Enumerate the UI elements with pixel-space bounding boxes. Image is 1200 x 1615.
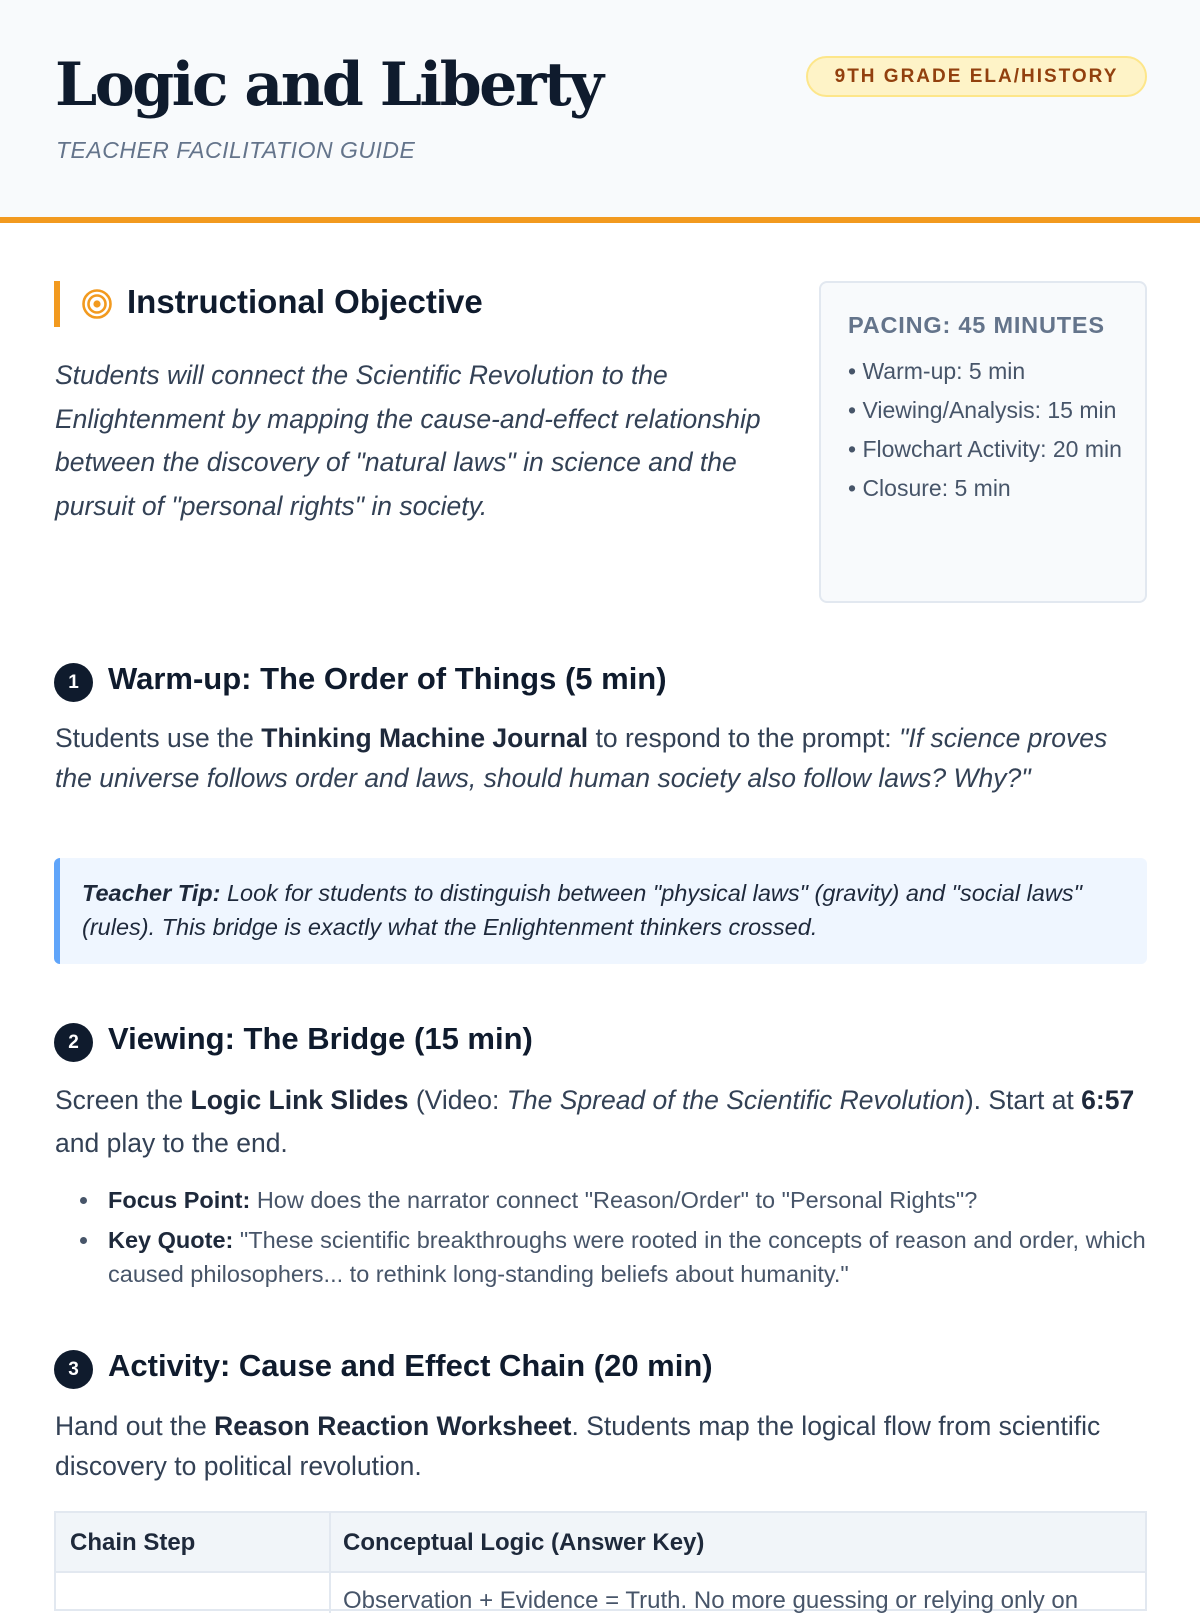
- pacing-box: [819, 281, 1147, 603]
- table-header-chain-step: Chain Step: [70, 1529, 196, 1556]
- step-number-1: 1: [54, 663, 93, 702]
- step-3-instructions: Hand out the Reason Reaction Worksheet. Students map the logical flow from scientific discovery to political revolution.: [55, 1411, 1101, 1481]
- step-2-instructions: Screen the Logic Link Slides (Video: The Spread of the Scientific Revolution). Start at 6:57 and play to the end.: [55, 1085, 1135, 1158]
- viewing-bullets: [80, 1183, 1150, 1297]
- teacher-tip: [54, 858, 1147, 964]
- grade-badge: 9TH GRADE ELA/HISTORY: [806, 56, 1147, 97]
- pacing-item: • Warm-up: 5 min: [848, 358, 1026, 384]
- answer-key-table: [54, 1511, 1147, 1614]
- step-number-2: 2: [54, 1023, 93, 1062]
- pacing-item: • Viewing/Analysis: 15 min: [848, 397, 1117, 423]
- step-1-title: Warm-up: The Order of Things (5 min): [108, 661, 667, 696]
- pacing-list: [848, 355, 1138, 511]
- pacing-item: • Flowchart Activity: 20 min: [848, 436, 1122, 462]
- pacing-title: PACING: 45 MINUTES: [848, 312, 1105, 338]
- step-3-title: Activity: Cause and Effect Chain (20 min): [108, 1348, 713, 1383]
- table-header-conceptual-logic: Conceptual Logic (Answer Key): [343, 1529, 705, 1556]
- step-number-3: 3: [54, 1350, 93, 1389]
- objective-heading: Instructional Objective: [127, 283, 483, 320]
- table-cell: Observation + Evidence = Truth. No more guessing or relying only on: [343, 1587, 1079, 1614]
- tip-label: Teacher Tip:: [82, 880, 221, 906]
- objective-text: Students will connect the Scientific Revolution to the Enlightenment by mapping the cause-and-effect relationship between the discovery of "natural laws" in science and the pursuit of "personal rights" in society.: [55, 360, 761, 521]
- step-2-title: Viewing: The Bridge (15 min): [108, 1021, 533, 1056]
- page-title: Logic and Liberty: [55, 50, 602, 120]
- list-item: Key Quote: "These scientific breakthroughs were rooted in the concepts of reason and order, which caused philosophers... to rethink long-standing beliefs about humanity.": [80, 1223, 1150, 1291]
- table-header-row: [56, 1513, 1145, 1573]
- guide-header: [0, 0, 1200, 223]
- objective-accent-bar: [54, 281, 60, 327]
- list-item: Focus Point: How does the narrator connect "Reason/Order" to "Personal Rights"?: [80, 1183, 1150, 1217]
- table-column-divider: [329, 1513, 331, 1613]
- target-icon: [81, 288, 113, 320]
- page-subtitle: TEACHER FACILITATION GUIDE: [56, 137, 416, 163]
- tip-text: Look for students to distinguish between "physical laws" (gravity) and "social laws" (rules). This bridge is exactly what the Enlightenment thinkers crossed.: [82, 880, 1082, 940]
- pacing-item: • Closure: 5 min: [848, 475, 1011, 501]
- step-1-prompt: Students use the Thinking Machine Journal to respond to the prompt: "If science proves the universe follows order and laws, should human society also follow laws? Why?": [55, 723, 1108, 793]
